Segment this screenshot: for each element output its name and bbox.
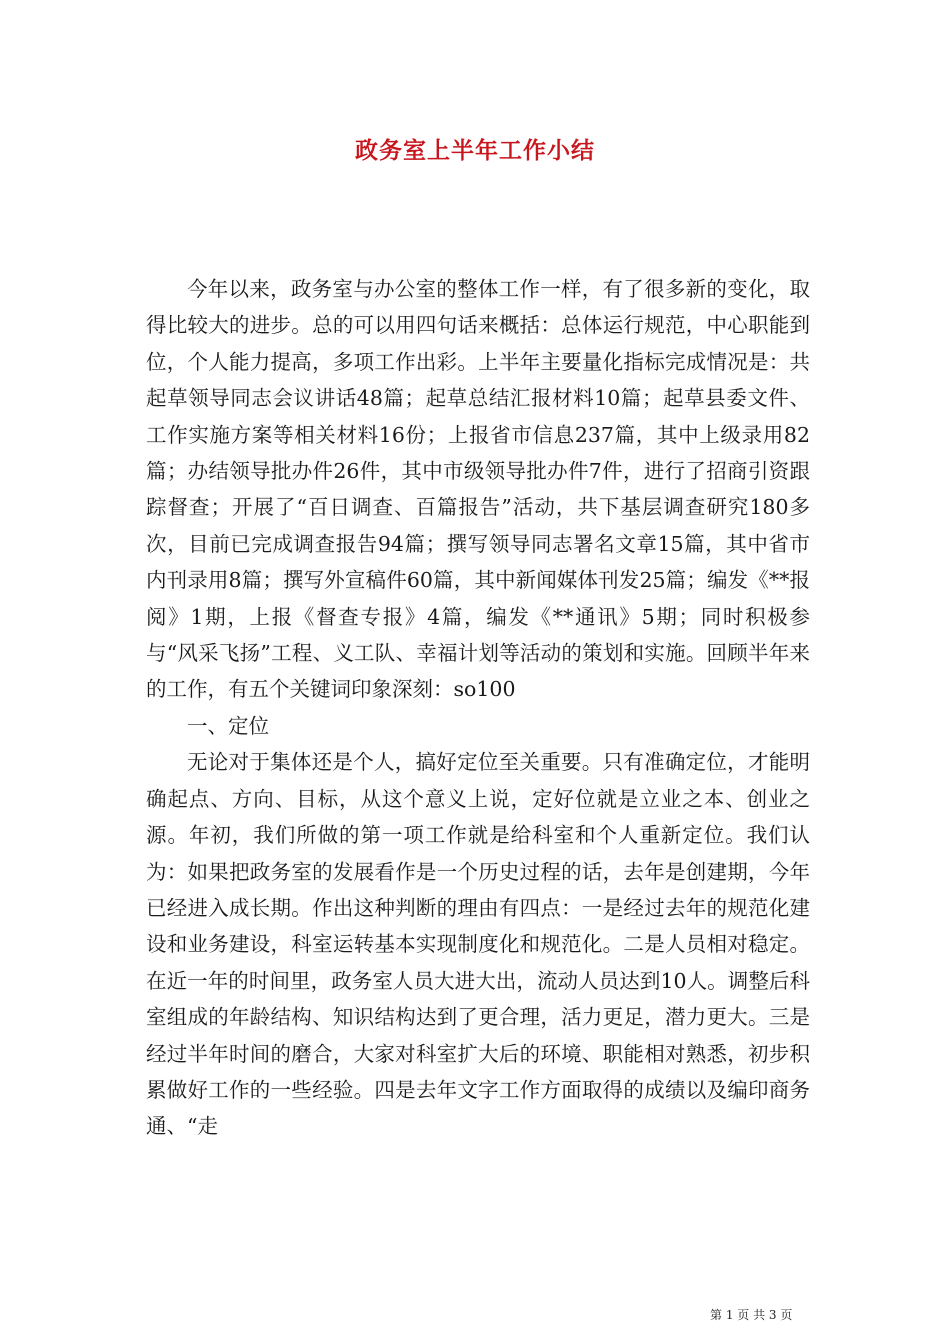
page-title: 政务室上半年工作小结 (355, 137, 595, 164)
paragraph-intro: 今年以来，政务室与办公室的整体工作一样，有了很多新的变化，取得比较大的进步。总的可以用四句话来概括：总体运行规范，中心职能到位，个人能力提高，多项工作出彩。上半年主要量化指标完成情况是：共起草领导同志会议讲话48篇；起草总结汇报材料10篇；起草县委文件、工作实施方案等相关材料16份；上报省市信息237篇，其中上级录用82篇；办结领导批办件26件，其中市级领导批办件7件，进行了招商引资跟踪督查；开展了“百日调查、百篇报告”活动，共下基层调查研究180多次，目前已完成调查报告94篇；撰写领导同志署名文章15篇，其中省市内刊录用8篇；撰写外宣稿件60篇，其中新闻媒体刊发25篇；编发《**报阅》1期，上报《督查专报》4篇，编发《**通讯》5期；同时积极参与“风采飞扬”工程、义工队、幸福计划等活动的策划和实施。回顾半年来的工作，有五个关键词印象深刻：so100 (146, 277, 810, 702)
document-body (146, 271, 810, 1145)
paragraph-positioning: 无论对于集体还是个人，搞好定位至关重要。只有准确定位，才能明确起点、方向、目标，从这个意义上说，定好位就是立业之本、创业之源。年初，我们所做的第一项工作就是给科室和个人重新定位。我们认为：如果把政务室的发展看作是一个历史过程的话，去年是创建期，今年已经进入成长期。作出这种判断的理由有四点：一是经过去年的规范化建设和业务建设，科室运转基本实现制度化和规范化。二是人员相对稳定。在近一年的时间里，政务室人员大进大出，流动人员达到10人。调整后科室组成的年龄结构、知识结构达到了更合理，活力更足，潜力更大。三是经过半年时间的磨合，大家对科室扩大后的环境、职能相对熟悉，初步积累做好工作的一些经验。四是去年文字工作方面取得的成绩以及编印商务通、“走 (146, 750, 810, 1139)
section-heading-positioning: 一、定位 (187, 713, 269, 738)
page-number: 第 1 页 共 3 页 (710, 1308, 793, 1322)
